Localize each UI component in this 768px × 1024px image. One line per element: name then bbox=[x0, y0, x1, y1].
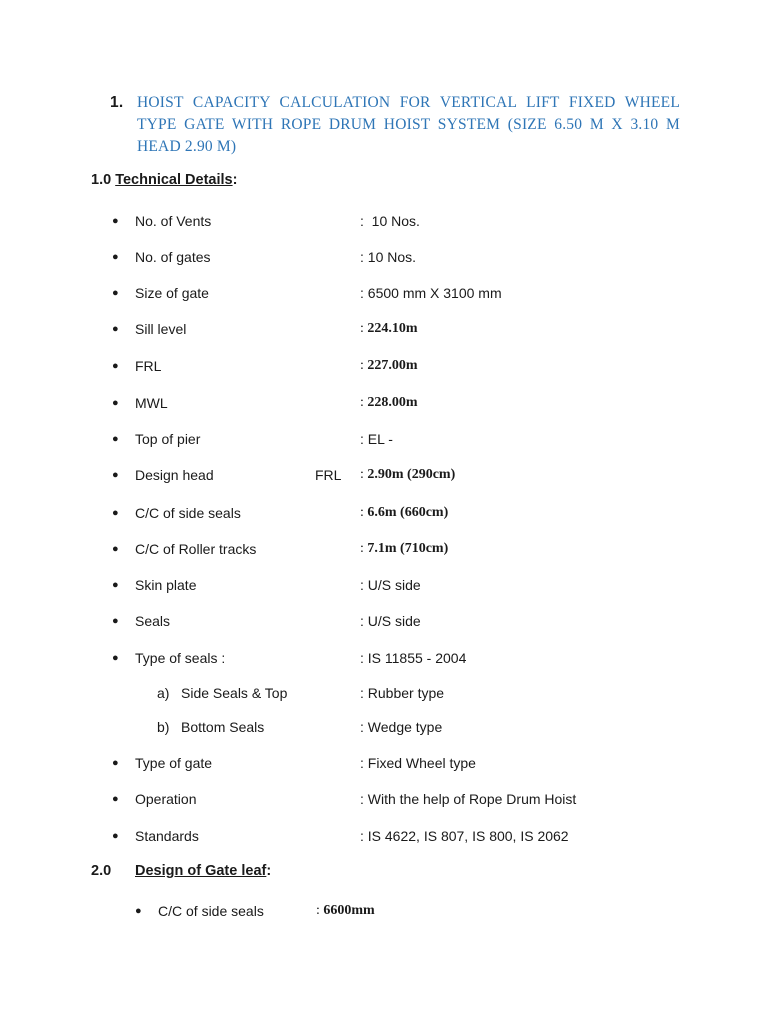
sub-item-letter: b) bbox=[157, 719, 170, 735]
bullet-icon: ● bbox=[112, 323, 119, 335]
bullet-icon: ● bbox=[112, 757, 119, 769]
detail-row-frl bbox=[0, 356, 768, 376]
bullet-icon: ● bbox=[112, 830, 119, 842]
bullet-icon: ● bbox=[135, 905, 142, 917]
detail-value: : 6.6m (660cm) bbox=[360, 505, 449, 520]
detail-label: Size of gate bbox=[135, 285, 209, 301]
bullet-icon: ● bbox=[112, 397, 119, 409]
detail-value: : IS 4622, IS 807, IS 800, IS 2062 bbox=[360, 828, 569, 844]
detail-value: : IS 11855 - 2004 bbox=[360, 650, 467, 666]
sub-item-label: Side Seals & Top bbox=[181, 685, 288, 701]
detail-row-cc-roller-tracks bbox=[0, 539, 768, 559]
bullet-icon: ● bbox=[112, 793, 119, 805]
bullet-icon: ● bbox=[112, 360, 119, 372]
sub-item-value: : Rubber type bbox=[360, 685, 445, 701]
detail-label: Operation bbox=[135, 791, 197, 807]
detail-label: Top of pier bbox=[135, 431, 201, 447]
detail-value: : 6500 mm X 3100 mm bbox=[360, 285, 502, 301]
detail-value: : 10 Nos. bbox=[360, 213, 420, 229]
section-1-number: 1.0 bbox=[91, 172, 112, 188]
detail-row-standards bbox=[0, 826, 768, 846]
detail-label: C/C of side seals bbox=[135, 505, 241, 521]
detail-label: Type of seals : bbox=[135, 650, 226, 666]
detail-value: : 227.00m bbox=[360, 358, 418, 373]
section-2-number: 2.0 bbox=[91, 863, 112, 879]
bullet-icon: ● bbox=[112, 433, 119, 445]
detail-value: : Fixed Wheel type bbox=[360, 755, 476, 771]
detail-row-design-head bbox=[0, 465, 768, 485]
detail-label: MWL bbox=[135, 395, 168, 411]
sub-item-letter: a) bbox=[157, 685, 170, 701]
detail-row-vents bbox=[0, 211, 768, 231]
bullet-icon: ● bbox=[112, 469, 119, 481]
detail-value: : 7.1m (710cm) bbox=[360, 541, 449, 556]
detail-value: : U/S side bbox=[360, 613, 421, 629]
detail-value: : 2.90m (290cm) bbox=[360, 467, 456, 482]
detail-label: C/C of Roller tracks bbox=[135, 541, 257, 557]
detail-value: : 224.10m bbox=[360, 321, 418, 336]
detail-label: Seals bbox=[135, 613, 171, 629]
detail-row-type-of-gate bbox=[0, 753, 768, 773]
bullet-icon: ● bbox=[112, 287, 119, 299]
detail-value: : 228.00m bbox=[360, 395, 418, 410]
detail-label: Type of gate bbox=[135, 755, 213, 771]
bullet-icon: ● bbox=[112, 507, 119, 519]
detail-label: Skin plate bbox=[135, 577, 197, 593]
detail-label: Design head bbox=[135, 467, 214, 483]
detail-row-cc-side-seals bbox=[0, 503, 768, 523]
section-1-title bbox=[91, 172, 237, 188]
section-2-colon: : bbox=[266, 863, 272, 879]
section-2-label: Design of Gate leaf bbox=[135, 863, 267, 879]
bullet-icon: ● bbox=[112, 215, 119, 227]
detail-row-type-of-seals bbox=[0, 648, 768, 668]
bullet-icon: ● bbox=[112, 251, 119, 263]
detail-label: C/C of side seals bbox=[158, 903, 264, 919]
detail-label: No. of Vents bbox=[135, 213, 212, 229]
bullet-icon: ● bbox=[112, 543, 119, 555]
detail-value: : 10 Nos. bbox=[360, 249, 417, 265]
detail-label: Standards bbox=[135, 828, 199, 844]
section-2-heading bbox=[135, 863, 271, 879]
detail-row-mwl bbox=[0, 393, 768, 413]
gate-leaf-row-cc-side-seals bbox=[0, 901, 768, 921]
sub-row-side-seals bbox=[0, 683, 768, 703]
detail-row-seals bbox=[0, 611, 768, 631]
bullet-icon: ● bbox=[112, 579, 119, 591]
sub-item-value: : Wedge type bbox=[360, 719, 443, 735]
bullet-icon: ● bbox=[112, 615, 119, 627]
detail-row-skin-plate bbox=[0, 575, 768, 595]
sub-item-label: Bottom Seals bbox=[181, 719, 265, 735]
section-1-colon: : bbox=[232, 172, 238, 188]
bullet-icon: ● bbox=[112, 652, 119, 664]
section-1-label: Technical Details bbox=[115, 172, 233, 188]
sub-row-bottom-seals bbox=[0, 717, 768, 737]
detail-row-sill-level bbox=[0, 319, 768, 339]
heading-text: HOIST CAPACITY CALCULATION FOR VERTICAL LIFT FIXED WHEEL TYPE GATE WITH ROPE DRUM HOIST SYSTEM (SIZE 6.50 M X 3.10 M HEAD 2.90 M) bbox=[137, 94, 680, 155]
detail-label: FRL bbox=[135, 358, 162, 374]
main-heading bbox=[110, 92, 680, 158]
detail-value: : 6600mm bbox=[316, 903, 375, 918]
detail-row-size bbox=[0, 283, 768, 303]
detail-row-top-of-pier bbox=[0, 429, 768, 449]
detail-row-operation bbox=[0, 789, 768, 809]
detail-value: : EL - bbox=[360, 431, 393, 447]
detail-value: : With the help of Rope Drum Hoist bbox=[360, 791, 577, 807]
heading-number: 1. bbox=[110, 94, 124, 111]
detail-value: : U/S side bbox=[360, 577, 421, 593]
detail-label: Sill level bbox=[135, 321, 187, 337]
detail-sublabel: FRL bbox=[315, 467, 342, 483]
detail-row-gates bbox=[0, 247, 768, 267]
detail-label: No. of gates bbox=[135, 249, 211, 265]
